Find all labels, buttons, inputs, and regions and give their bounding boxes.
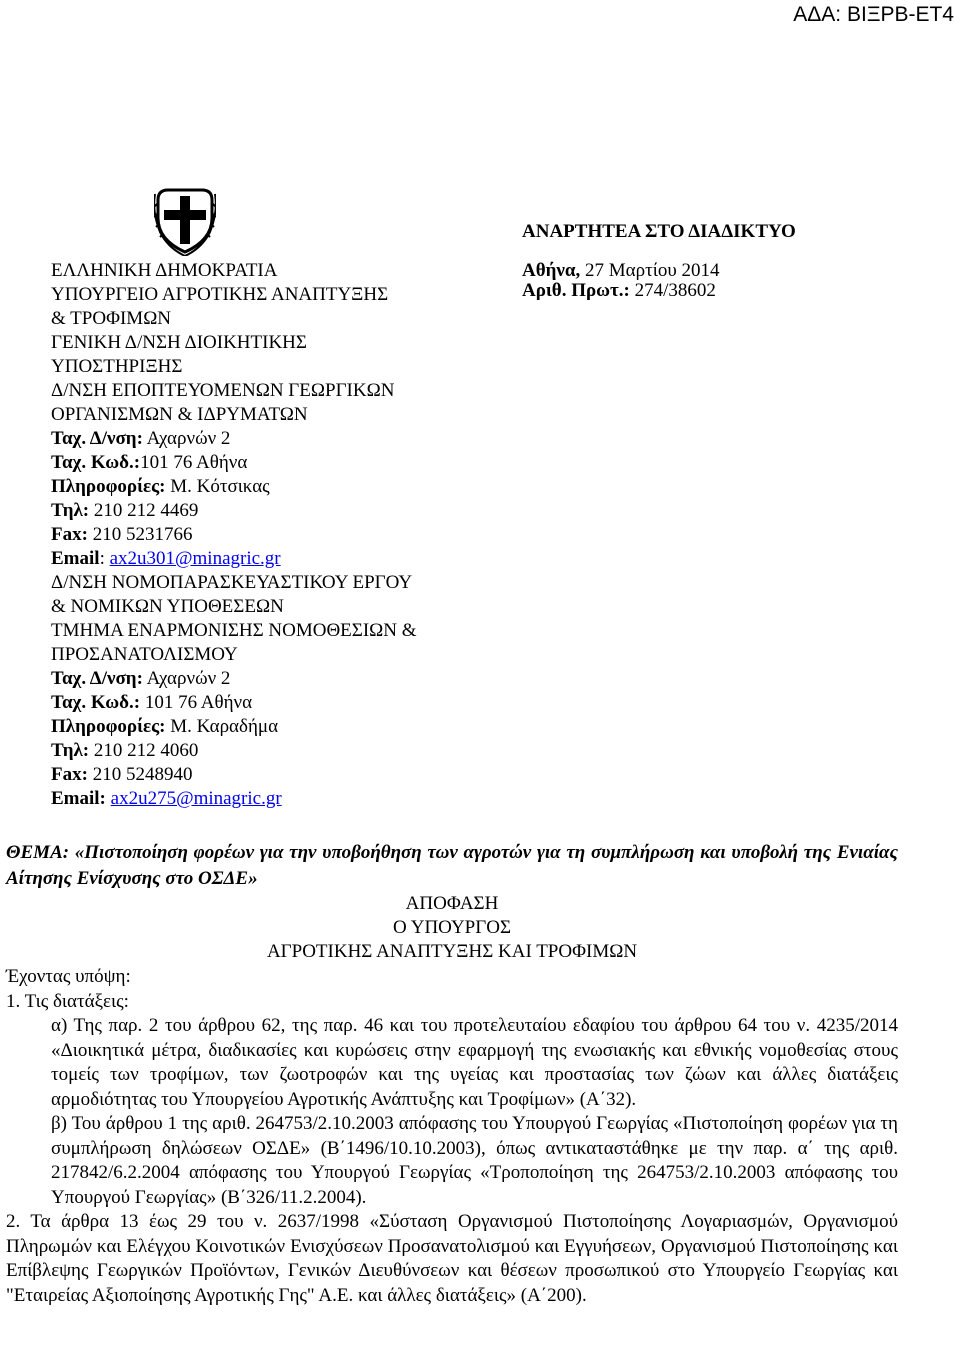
email-row [51, 547, 521, 571]
tel-row [51, 739, 521, 763]
zip-row [51, 691, 521, 715]
decision-title: ΑΠΟΦΑΣΗ [405, 893, 499, 914]
address-value: Αχαρνών 2 [142, 428, 231, 449]
address-value: Αχαρνών 2 [142, 668, 231, 689]
issuer-line: ΕΛΛΗΝΙΚΗ ΔΗΜΟΚΡΑΤΙΑ [51, 260, 278, 281]
info-row [51, 715, 521, 739]
issuer-line: ΓΕΝΙΚΗ Δ/ΝΣΗ ΔΙΟΙΚΗΤΙΚΗΣ [51, 332, 307, 353]
ada-code: ΑΔΑ: ΒΙΞΡΒ-ΕΤ4 [793, 3, 954, 26]
fax-label: Fax: [51, 524, 88, 545]
issuer-line: ΥΠΟΣΤΗΡΙΞΗΣ [51, 356, 183, 377]
fax-row [51, 523, 521, 547]
protocol-value: 274/38602 [629, 280, 716, 301]
address-row [51, 427, 521, 451]
provision-a: α) Της παρ. 2 του άρθρου 62, της παρ. 46 και του προτελευταίου εδαφίου του άρθρου 64 του ν. 4235/2014 «Διοικητικά μέτρα, διαδικασίες και κυρώσεις στην εφαρμογή της ενωσιακής και εθνικής νομοθεσίας στους τομείς των τροφίμων, των ζωοτροφών και της υγείας και προστασίας των ζώων και άλλες διατάξεις αρμοδιότητας του Υπουργείου Αγροτικής Ανάπτυξης και Τροφίμων» (Α΄32). [51, 1015, 898, 1110]
protocol-row [522, 281, 942, 301]
tel-value: 210 212 4060 [89, 740, 199, 761]
fax-row [51, 763, 521, 787]
zip-value: 101 76 Αθήνα [140, 452, 248, 473]
issuer-line: ΥΠΟΥΡΓΕΙΟ ΑΓΡΟΤΙΚΗΣ ΑΝΑΠΤΥΞΗΣ [51, 284, 389, 305]
info-value: Μ. Καραδήμα [165, 716, 279, 737]
provisions-heading: 1. Τις διατάξεις: [6, 990, 129, 1012]
email-label: Email: [51, 788, 106, 809]
fax-label: Fax: [51, 764, 88, 785]
address-row [51, 667, 521, 691]
minister-title: Ο ΥΠΟΥΡΓΟΣ [392, 917, 512, 938]
date-label: Αθήνα, [522, 260, 581, 281]
greek-coat-of-arms-icon [154, 182, 216, 256]
email-row [51, 787, 521, 811]
tel-label: Τηλ: [51, 740, 90, 761]
zip-value: 101 76 Αθήνα [140, 692, 253, 713]
issuer-line: Δ/ΝΣΗ ΕΠΟΠΤΕΥΟΜΕΝΩΝ ΓΕΩΡΓΙΚΩΝ [51, 380, 395, 401]
fax-value: 210 5248940 [87, 764, 193, 785]
department-line: & ΝΟΜΙΚΩΝ ΥΠΟΘΕΣΕΩΝ [51, 596, 284, 617]
subject-heading: ΘΕΜΑ: «Πιστοποίηση φορέων για την υποβοήθηση των αγροτών για τη συμπλήρωση και υποβολή της Ενιαίας Αίτησης Ενίσχυσης στο ΟΣΔΕ» [6, 842, 898, 889]
date-row [522, 261, 942, 281]
provision-b: β) Του άρθρου 1 της αριθ. 264753/2.10.2003 απόφασης του Υπουργού Γεωργίας «Πιστοποίηση φορέων για τη συμπλήρωση δηλώσεων ΟΣΔΕ» (Β΄1496/10.10.2003), όπως αντικαταστάθηκε με την παρ. α΄ της αριθ. 217842/6.2.2004 απόφασης του Υπουργού Γεωργίας «Τροποποίηση της 264753/2.10.2003 απόφασης του Υπουργού Γεωργίας» (Β΄326/11.2.2004). [51, 1113, 898, 1208]
considerations-body [6, 965, 898, 1308]
protocol-label: Αριθ. Πρωτ.: [522, 280, 630, 301]
document-meta [522, 219, 942, 301]
info-value: Μ. Κότσικας [165, 476, 270, 497]
address-label: Ταχ. Δ/νση: [51, 428, 143, 449]
info-row [51, 475, 521, 499]
email-link[interactable]: ax2u301@minagric.gr [109, 548, 281, 569]
zip-row [51, 451, 521, 475]
tel-row [51, 499, 521, 523]
issuer-line: ΟΡΓΑΝΙΣΜΩΝ & ΙΔΡΥΜΑΤΩΝ [51, 404, 308, 425]
ministry-title: ΑΓΡΟΤΙΚΗΣ ΑΝΑΠΤΥΞΗΣ ΚΑΙ ΤΡΟΦΙΜΩΝ [266, 941, 638, 962]
zip-label: Ταχ. Κωδ.: [51, 692, 141, 713]
date-value: 27 Μαρτίου 2014 [580, 260, 720, 281]
fax-value: 210 5231766 [87, 524, 193, 545]
address-label: Ταχ. Δ/νση: [51, 668, 143, 689]
provision-2: 2. Τα άρθρα 13 έως 29 του ν. 2637/1998 «Σύσταση Οργανισμού Πιστοποίησης Λογαριασμών, Οργανισμού Πληρωμών και Ελέγχου Κοινοτικών Ενισχύσεων Προσανατολισμού και Εγγυήσεων, Οργανισμού Πιστοποίησης και Επίβλεψης Γεωργικών Προϊόντων, Γενικών Διευθύνσεων και θέσεων προσωπικού στο Υπουργείο Γεωργίας και "Εταιρείας Αξιοποίησης Αγροτικής Γης" Α.Ε. και άλλες διατάξεις» (Α΄200). [6, 1211, 898, 1306]
department-line: ΤΜΗΜΑ ΕΝΑΡΜΟΝΙΣΗΣ ΝΟΜΟΘΕΣΙΩΝ & [51, 620, 417, 641]
tel-label: Τηλ: [51, 500, 90, 521]
info-label: Πληροφορίες: [51, 476, 166, 497]
department-line: ΠΡΟΣΑΝΑΤΟΛΙΣΜΟΥ [51, 644, 238, 665]
posting-notice: ΑΝΑΡΤΗΤΕΑ ΣΤΟ ΔΙΑΔΙΚΤΥΟ [522, 221, 796, 242]
email-link[interactable]: ax2u275@minagric.gr [110, 788, 282, 809]
considering-heading: Έχοντας υπόψη: [6, 966, 131, 987]
issuer-line: & ΤΡΟΦΙΜΩΝ [51, 308, 172, 329]
department-line: Δ/ΝΣΗ ΝΟΜΟΠΑΡΑΣΚΕΥΑΣΤΙΚΟΥ ΕΡΓΟΥ [51, 572, 413, 593]
zip-label: Ταχ. Κωδ.: [51, 452, 141, 473]
issuer-block [51, 259, 521, 811]
email-separator: : [99, 548, 110, 569]
email-label: Email [51, 548, 100, 569]
tel-value: 210 212 4469 [89, 500, 199, 521]
info-label: Πληροφορίες: [51, 716, 166, 737]
